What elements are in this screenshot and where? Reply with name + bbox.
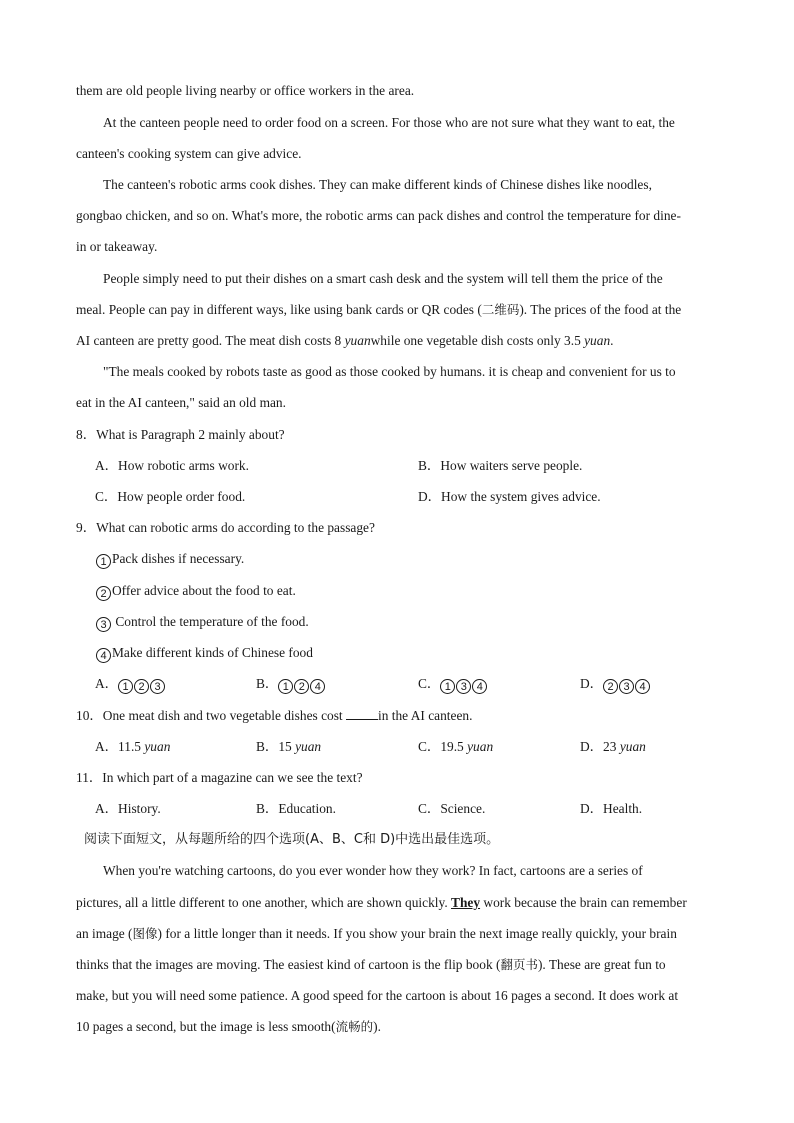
passage-line xyxy=(76,1018,381,1036)
text-fragment: an image ( xyxy=(76,926,133,941)
circled-number: 1 xyxy=(118,679,133,694)
text-fragment: 10．One meat dish and two vegetable dishes cost xyxy=(76,708,346,723)
option-c: C．Science. xyxy=(418,801,486,816)
question-stem: 11．In which part of a magazine can we see the text? xyxy=(76,770,363,785)
text-fragment: ). These are great fun to xyxy=(537,957,666,972)
circled-number: 4 xyxy=(472,679,487,694)
text-fragment: while one vegetable dish costs only 3.5 xyxy=(370,333,585,348)
unit-yuan: yuan xyxy=(619,739,646,754)
list-item-text: Offer advice about the food to eat. xyxy=(112,583,296,598)
passage-line: At the canteen people need to order food on a screen. For those who are not sure what they want to eat, the xyxy=(103,115,675,130)
passage-line xyxy=(76,894,687,912)
option-c xyxy=(418,675,488,694)
circled-number: 3 xyxy=(150,679,165,694)
list-item-text: Control the temperature of the food. xyxy=(112,614,309,629)
text-fragment: in the AI canteen. xyxy=(377,708,473,723)
question-stem: 9．What can robotic arms do according to the passage? xyxy=(76,520,375,535)
passage-line xyxy=(76,332,614,350)
option-a xyxy=(95,738,170,756)
circled-number: 3 xyxy=(456,679,471,694)
unit-yuan: yuan xyxy=(295,739,322,754)
option-d: D．Health. xyxy=(580,801,643,816)
circled-number: 4 xyxy=(310,679,325,694)
passage-line: canteen's cooking system can give advice. xyxy=(76,146,302,161)
passage-line: "The meals cooked by robots taste as good as those cooked by humans. it is cheap and convenient for us to xyxy=(103,364,676,379)
chinese-gloss: 图像 xyxy=(132,926,158,941)
passage-line: make, but you will need some patience. A good speed for the cartoon is about 16 pages a second. It does work at xyxy=(76,988,679,1003)
circled-number: 2 xyxy=(134,679,149,694)
text-fragment: thinks that the images are moving. The easiest kind of cartoon is the flip book ( xyxy=(76,957,501,972)
text-fragment: ). xyxy=(373,1019,381,1034)
option-text: D．23 xyxy=(580,739,620,754)
option-a: A．How robotic arms work. xyxy=(95,458,249,473)
list-item xyxy=(96,582,296,601)
unit-yuan: yuan xyxy=(584,333,611,348)
text-fragment: work because the brain can remember xyxy=(480,895,687,910)
passage-line: When you're watching cartoons, do you ever wonder how they work? In fact, cartoons are a series of xyxy=(103,863,643,878)
circled-number: 2 xyxy=(603,679,618,694)
text-fragment: ) for a little longer than it needs. If you show your brain the next image really quickly, your brain xyxy=(157,926,677,941)
list-item xyxy=(96,644,313,663)
text-fragment: 10 pages a second, but the image is less smooth( xyxy=(76,1019,336,1034)
option-text: C．19.5 xyxy=(418,739,468,754)
chinese-gloss: 二维码 xyxy=(481,302,520,317)
option-a: A．History. xyxy=(95,801,161,816)
section-instruction: 阅读下面短文，从每题所给的四个选项(A、B、C和 D)中选出最佳选项。 xyxy=(84,832,500,847)
question-stem xyxy=(76,707,472,725)
option-b xyxy=(256,738,321,756)
passage-line: them are old people living nearby or office workers in the area. xyxy=(76,83,415,98)
list-item xyxy=(96,613,309,632)
option-b xyxy=(256,675,326,694)
circled-number: 1 xyxy=(278,679,293,694)
circled-number: 4 xyxy=(635,679,650,694)
option-text: B．15 xyxy=(256,739,296,754)
answer-blank xyxy=(346,707,378,720)
circled-number: 4 xyxy=(96,648,111,663)
passage-line: People simply need to put their dishes on a smart cash desk and the system will tell them the price of the xyxy=(103,271,663,286)
text-fragment: pictures, all a little different to one another, which are shown quickly. xyxy=(76,895,452,910)
circled-number: 3 xyxy=(96,617,111,632)
passage-line xyxy=(76,301,681,319)
option-label: A． xyxy=(95,676,119,691)
passage-line: eat in the AI canteen," said an old man. xyxy=(76,395,286,410)
option-b: B．How waiters serve people. xyxy=(418,458,583,473)
option-b: B．Education. xyxy=(256,801,336,816)
passage-line xyxy=(76,925,677,943)
circled-number: 1 xyxy=(440,679,455,694)
passage-line xyxy=(76,956,666,974)
option-d: D．How the system gives advice. xyxy=(418,489,601,504)
list-item xyxy=(96,550,244,569)
highlighted-word: They xyxy=(451,895,481,910)
option-d xyxy=(580,738,646,756)
passage-line: The canteen's robotic arms cook dishes. They can make different kinds of Chinese dishes like noodles, xyxy=(103,177,652,192)
list-item-text: Pack dishes if necessary. xyxy=(112,551,245,566)
option-label: D． xyxy=(580,676,604,691)
option-c xyxy=(418,738,493,756)
option-d xyxy=(580,675,651,694)
circled-number: 3 xyxy=(619,679,634,694)
passage-line: in or takeaway. xyxy=(76,239,158,254)
text-fragment: ). The prices of the food at the xyxy=(519,302,682,317)
circled-number: 2 xyxy=(96,586,111,601)
option-a xyxy=(95,675,166,694)
unit-yuan: yuan xyxy=(467,739,494,754)
chinese-gloss: 流畅的 xyxy=(335,1019,374,1034)
circled-number: 1 xyxy=(96,554,111,569)
unit-yuan: yuan xyxy=(144,739,171,754)
text-fragment: AI canteen are pretty good. The meat dish costs 8 xyxy=(76,333,345,348)
passage-line: gongbao chicken, and so on. What's more, the robotic arms can pack dishes and control the temperature for dine- xyxy=(76,208,681,223)
text-fragment: meal. People can pay in different ways, like using bank cards or QR codes ( xyxy=(76,302,482,317)
text-fragment: . xyxy=(610,333,614,348)
option-label: B． xyxy=(256,676,279,691)
chinese-gloss: 翻页书 xyxy=(500,957,538,972)
option-c: C．How people order food. xyxy=(95,489,246,504)
unit-yuan: yuan xyxy=(344,333,371,348)
list-item-text: Make different kinds of Chinese food xyxy=(112,645,313,660)
option-text: A．11.5 xyxy=(95,739,145,754)
circled-number: 2 xyxy=(294,679,309,694)
option-label: C． xyxy=(418,676,441,691)
question-stem: 8．What is Paragraph 2 mainly about? xyxy=(76,427,285,442)
